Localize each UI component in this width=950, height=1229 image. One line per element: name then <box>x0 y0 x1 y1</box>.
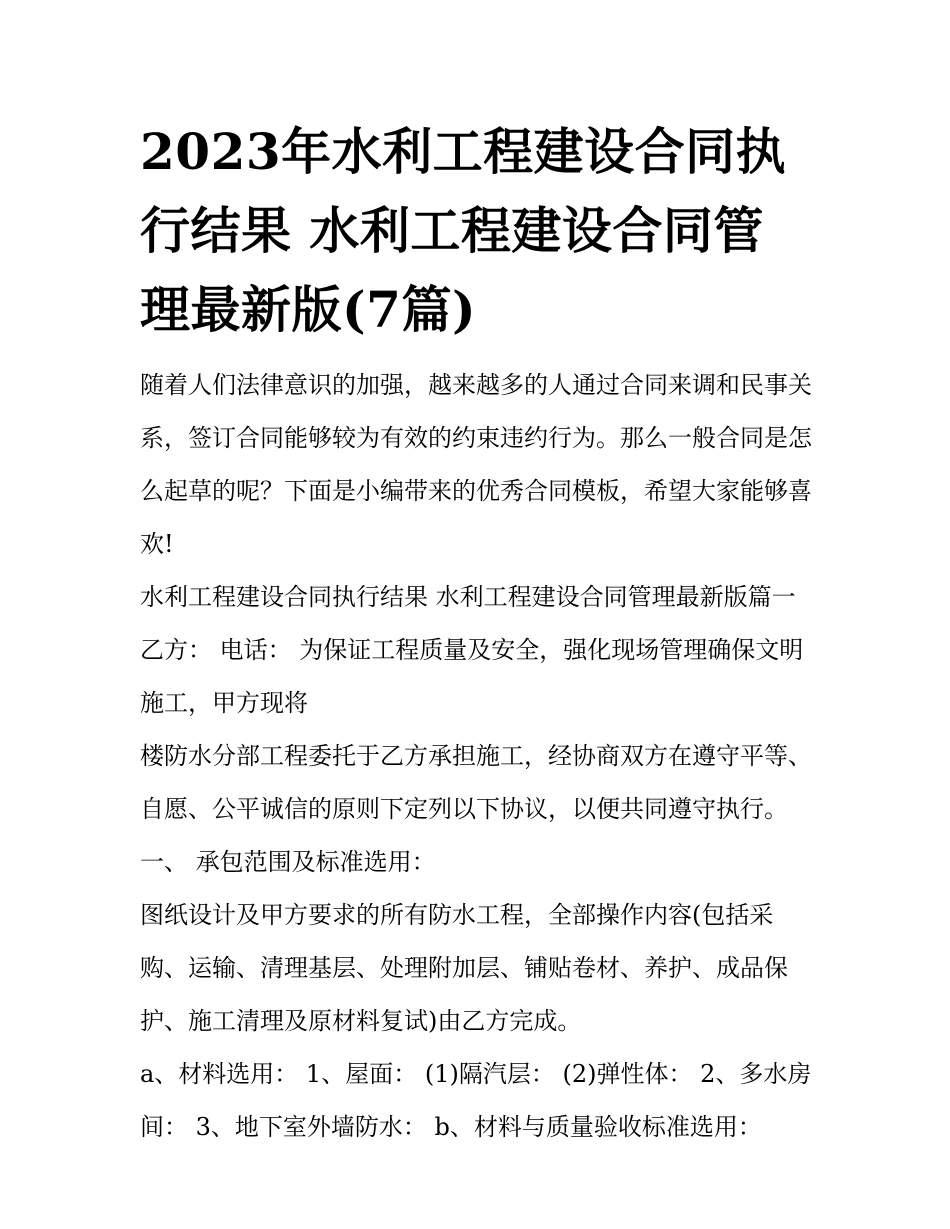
paragraph-agreement: 楼防水分部工程委托于乙方承担施工，经协商双方在遵守平等、自愿、公平诚信的原则下定列以下协议，以便共同遵守执行。 一、 承包范围及标准选用： <box>140 742 812 876</box>
paragraph-materials: a、材料选用： 1、屋面： (1)隔汽层： (2)弹性体： 2、多水房间： 3、地下室外墙防水： b、材料与质量验收标准选用： <box>140 1060 812 1141</box>
paragraph-section-one: 水利工程建设合同执行结果 水利工程建设合同管理最新版篇一 乙方： 电话： 为保证工程质量及安全，强化现场管理确保文明施工，甲方现将 <box>140 583 804 717</box>
paragraph-scope: 图纸设计及甲方要求的所有防水工程，全部操作内容(包括采购、运输、清理基层、处理附加层、铺贴卷材、养护、成品保护、施工清理及原材料复试)由乙方完成。 <box>140 901 788 1035</box>
paragraph-intro: 随着人们法律意识的加强，越来越多的人通过合同来调和民事关系，签订合同能够较为有效的约束违约行为。那么一般合同是怎么起草的呢？下面是小编带来的优秀合同模板，希望大家能够喜欢! <box>140 371 812 558</box>
document-page <box>140 112 812 1154</box>
document-title: 2023年水利工程建设合同执行结果 水利工程建设合同管理最新版(7篇) <box>140 122 787 339</box>
